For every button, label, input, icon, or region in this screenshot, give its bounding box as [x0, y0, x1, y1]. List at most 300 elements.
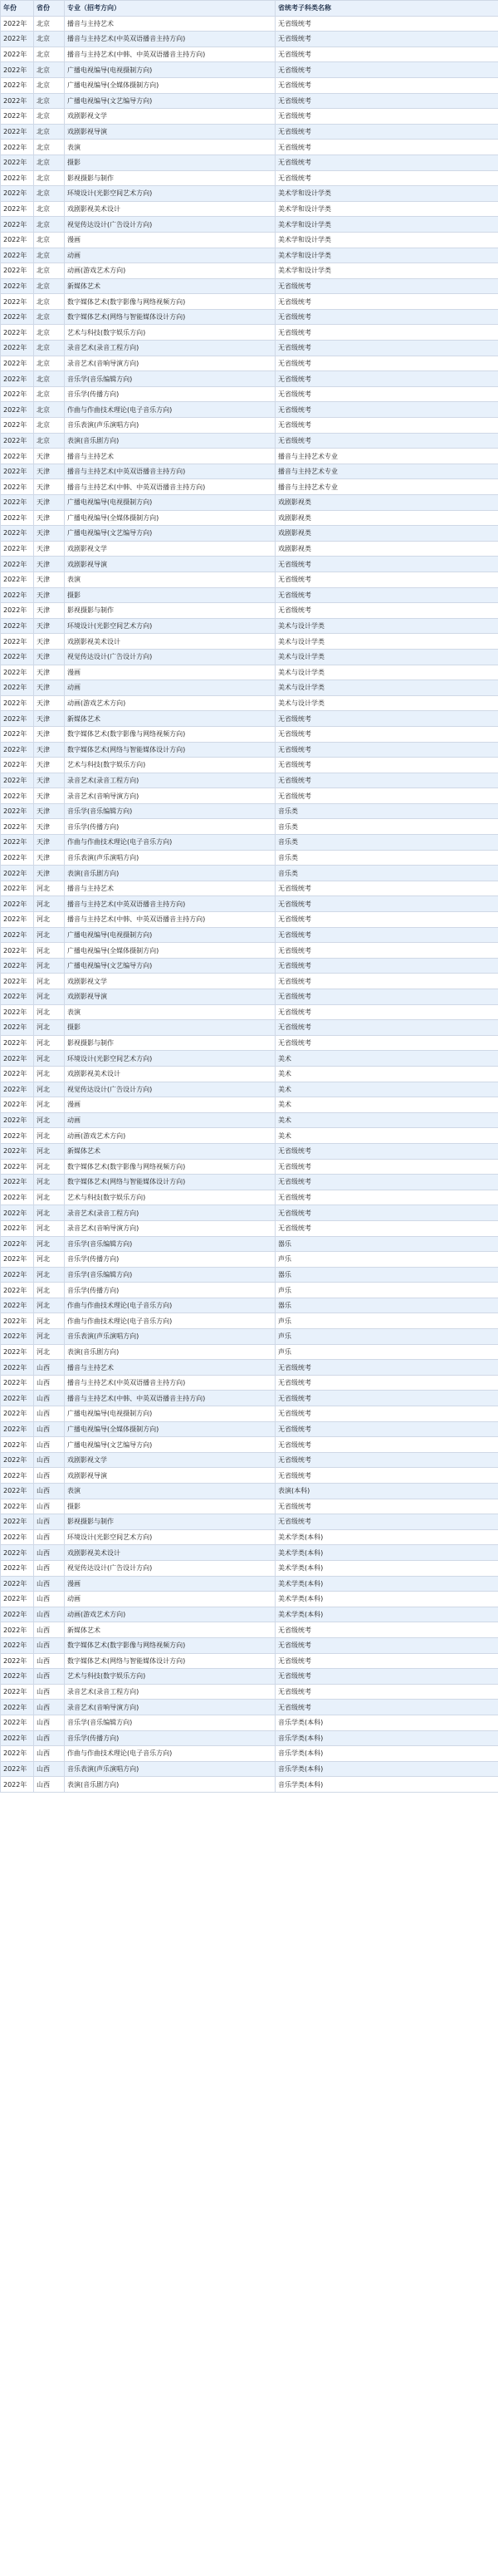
cell-year: 2022年 — [1, 1437, 34, 1453]
cell-year: 2022年 — [1, 958, 34, 974]
cell-year: 2022年 — [1, 1252, 34, 1268]
cell-major: 影视摄影与制作 — [65, 170, 276, 186]
cell-exam-category: 无省级统考 — [276, 155, 498, 170]
cell-exam-category: 戏剧影视类 — [276, 510, 498, 526]
cell-exam-category: 美术与设计学类 — [276, 680, 498, 696]
cell-exam-category: 无省级统考 — [276, 1360, 498, 1376]
cell-exam-category: 无省级统考 — [276, 47, 498, 62]
cell-exam-category: 无省级统考 — [276, 1468, 498, 1484]
cell-exam-category: 声乐 — [276, 1344, 498, 1360]
cell-year: 2022年 — [1, 449, 34, 464]
cell-major: 广播电视编导(电视摄制方向) — [65, 927, 276, 943]
cell-major: 播音与主持艺术 — [65, 1360, 276, 1376]
table-row — [1, 695, 498, 711]
cell-year: 2022年 — [1, 1175, 34, 1190]
cell-year: 2022年 — [1, 1653, 34, 1669]
cell-province: 天津 — [34, 835, 65, 851]
cell-major: 摄影 — [65, 1499, 276, 1514]
table-row — [1, 1035, 498, 1051]
table-row — [1, 557, 498, 572]
cell-province: 河北 — [34, 1097, 65, 1113]
cell-province: 河北 — [34, 1329, 65, 1345]
table-row — [1, 1529, 498, 1545]
cell-province: 北京 — [34, 93, 65, 109]
table-row — [1, 47, 498, 62]
cell-year: 2022年 — [1, 402, 34, 418]
cell-province: 河北 — [34, 1283, 65, 1298]
cell-year: 2022年 — [1, 557, 34, 572]
cell-exam-category: 美术 — [276, 1128, 498, 1144]
cell-major: 视觉传达设计(广告设计方向) — [65, 1560, 276, 1576]
cell-province: 天津 — [34, 634, 65, 650]
table-row — [1, 1236, 498, 1252]
cell-major: 数字媒体艺术(数字影像与网络视频方向) — [65, 1637, 276, 1653]
cell-province: 北京 — [34, 371, 65, 387]
cell-province: 山西 — [34, 1452, 65, 1468]
cell-province: 天津 — [34, 449, 65, 464]
cell-year: 2022年 — [1, 1499, 34, 1514]
cell-major: 动画(游戏艺术方向) — [65, 263, 276, 279]
cell-province: 山西 — [34, 1391, 65, 1406]
table-row — [1, 1112, 498, 1128]
cell-year: 2022年 — [1, 263, 34, 279]
table-row — [1, 510, 498, 526]
table-row — [1, 1082, 498, 1097]
cell-year: 2022年 — [1, 726, 34, 742]
cell-province: 天津 — [34, 695, 65, 711]
cell-province: 山西 — [34, 1484, 65, 1499]
table-row — [1, 464, 498, 479]
cell-year: 2022年 — [1, 1190, 34, 1205]
cell-exam-category: 美术与设计学类 — [276, 665, 498, 680]
cell-exam-category: 美术与设计学类 — [276, 634, 498, 650]
cell-major: 录音艺术(录音工程方向) — [65, 1205, 276, 1221]
cell-province: 北京 — [34, 16, 65, 32]
cell-exam-category: 无省级统考 — [276, 1669, 498, 1685]
cell-exam-category: 美术与设计学类 — [276, 649, 498, 665]
table-row — [1, 341, 498, 356]
cell-year: 2022年 — [1, 819, 34, 835]
cell-exam-category: 无省级统考 — [276, 1514, 498, 1530]
cell-year: 2022年 — [1, 1066, 34, 1082]
cell-year: 2022年 — [1, 881, 34, 896]
cell-exam-category: 无省级统考 — [276, 896, 498, 912]
cell-major: 广播电视编导(全媒体摄制方向) — [65, 510, 276, 526]
cell-year: 2022年 — [1, 32, 34, 47]
cell-year: 2022年 — [1, 1205, 34, 1221]
cell-year: 2022年 — [1, 62, 34, 78]
cell-year: 2022年 — [1, 93, 34, 109]
cell-province: 天津 — [34, 541, 65, 557]
cell-year: 2022年 — [1, 217, 34, 233]
cell-province: 天津 — [34, 495, 65, 511]
table-row — [1, 325, 498, 341]
cell-major: 作曲与作曲技术理论(电子音乐方向) — [65, 402, 276, 418]
cell-year: 2022年 — [1, 788, 34, 804]
cell-province: 北京 — [34, 232, 65, 248]
cell-exam-category: 播音与主持艺术专业 — [276, 449, 498, 464]
table-row — [1, 1700, 498, 1715]
cell-major: 戏剧影视文学 — [65, 1452, 276, 1468]
cell-exam-category: 无省级统考 — [276, 1406, 498, 1422]
cell-year: 2022年 — [1, 1236, 34, 1252]
cell-exam-category: 美术学和设计学类 — [276, 217, 498, 233]
cell-province: 天津 — [34, 479, 65, 495]
cell-exam-category: 无省级统考 — [276, 309, 498, 325]
cell-year: 2022年 — [1, 1669, 34, 1685]
table-row — [1, 866, 498, 881]
cell-year: 2022年 — [1, 309, 34, 325]
cell-year: 2022年 — [1, 356, 34, 371]
cell-province: 河北 — [34, 1175, 65, 1190]
cell-major: 广播电视编导(文艺编导方向) — [65, 1437, 276, 1453]
table-row — [1, 294, 498, 310]
cell-year: 2022年 — [1, 1484, 34, 1499]
cell-province: 河北 — [34, 958, 65, 974]
table-row — [1, 1730, 498, 1746]
cell-major: 录音艺术(音响导演方向) — [65, 788, 276, 804]
cell-major: 数字媒体艺术(数字影像与网络视频方向) — [65, 294, 276, 310]
cell-year: 2022年 — [1, 989, 34, 1005]
cell-exam-category: 无省级统考 — [276, 16, 498, 32]
cell-province: 河北 — [34, 1128, 65, 1144]
cell-exam-category: 器乐 — [276, 1298, 498, 1313]
cell-major: 音乐表演(声乐演唱方向) — [65, 1329, 276, 1345]
cell-major: 音乐学(传播方向) — [65, 1252, 276, 1268]
cell-major: 表演(音乐剧方向) — [65, 1344, 276, 1360]
table-row — [1, 835, 498, 851]
cell-major: 播音与主持艺术(中英双语播音主持方向) — [65, 464, 276, 479]
table-row — [1, 1777, 498, 1793]
table-row — [1, 1205, 498, 1221]
cell-province: 北京 — [34, 278, 65, 294]
table-row — [1, 1437, 498, 1453]
cell-exam-category: 无省级统考 — [276, 742, 498, 758]
cell-year: 2022年 — [1, 1344, 34, 1360]
table-row — [1, 1283, 498, 1298]
cell-exam-category: 无省级统考 — [276, 572, 498, 587]
table-row — [1, 541, 498, 557]
cell-year: 2022年 — [1, 649, 34, 665]
cell-province: 河北 — [34, 1112, 65, 1128]
table-row — [1, 479, 498, 495]
cell-major: 摄影 — [65, 587, 276, 603]
cell-exam-category: 美术学和设计学类 — [276, 263, 498, 279]
cell-major: 戏剧影视导演 — [65, 124, 276, 140]
table-row — [1, 927, 498, 943]
cell-major: 动画(游戏艺术方向) — [65, 1128, 276, 1144]
cell-major: 新媒体艺术 — [65, 711, 276, 727]
cell-major: 播音与主持艺术(中英双语播音主持方向) — [65, 896, 276, 912]
table-row — [1, 186, 498, 202]
cell-exam-category: 无省级统考 — [276, 109, 498, 125]
table-row — [1, 680, 498, 696]
table-row — [1, 1715, 498, 1730]
cell-exam-category: 无省级统考 — [276, 1159, 498, 1175]
cell-province: 河北 — [34, 912, 65, 928]
cell-exam-category: 无省级统考 — [276, 62, 498, 78]
cell-province: 天津 — [34, 726, 65, 742]
cell-province: 山西 — [34, 1514, 65, 1530]
cell-major: 影视摄影与制作 — [65, 1035, 276, 1051]
cell-year: 2022年 — [1, 912, 34, 928]
table-row — [1, 170, 498, 186]
cell-year: 2022年 — [1, 773, 34, 788]
cell-year: 2022年 — [1, 495, 34, 511]
cell-major: 广播电视编导(全媒体摄制方向) — [65, 943, 276, 959]
table-row — [1, 263, 498, 279]
cell-major: 播音与主持艺术 — [65, 881, 276, 896]
cell-major: 动画 — [65, 680, 276, 696]
cell-major: 戏剧影视文学 — [65, 541, 276, 557]
cell-province: 北京 — [34, 402, 65, 418]
cell-year: 2022年 — [1, 418, 34, 434]
cell-province: 天津 — [34, 803, 65, 819]
cell-province: 北京 — [34, 62, 65, 78]
cell-province: 天津 — [34, 603, 65, 619]
cell-exam-category: 无省级统考 — [276, 1004, 498, 1020]
cell-exam-category: 戏剧影视类 — [276, 541, 498, 557]
cell-major: 视觉传达设计(广告设计方向) — [65, 1082, 276, 1097]
cell-year: 2022年 — [1, 587, 34, 603]
cell-year: 2022年 — [1, 1112, 34, 1128]
table-row — [1, 1622, 498, 1638]
cell-year: 2022年 — [1, 943, 34, 959]
cell-exam-category: 无省级统考 — [276, 958, 498, 974]
cell-major: 环境设计(光影空间艺术方向) — [65, 186, 276, 202]
cell-province: 河北 — [34, 927, 65, 943]
cell-year: 2022年 — [1, 974, 34, 989]
cell-province: 山西 — [34, 1637, 65, 1653]
cell-province: 北京 — [34, 140, 65, 155]
cell-major: 作曲与作曲技术理论(电子音乐方向) — [65, 835, 276, 851]
table-row — [1, 124, 498, 140]
table-row — [1, 449, 498, 464]
cell-major: 播音与主持艺术 — [65, 16, 276, 32]
cell-province: 天津 — [34, 572, 65, 587]
cell-year: 2022年 — [1, 711, 34, 727]
table-row — [1, 1499, 498, 1514]
cell-major: 播音与主持艺术(中韩、中英双语播音主持方向) — [65, 479, 276, 495]
cell-major: 视觉传达设计(广告设计方向) — [65, 649, 276, 665]
cell-major: 戏剧影视文学 — [65, 109, 276, 125]
table-row — [1, 402, 498, 418]
cell-major: 广播电视编导(文艺编导方向) — [65, 958, 276, 974]
cell-year: 2022年 — [1, 510, 34, 526]
cell-exam-category: 无省级统考 — [276, 32, 498, 47]
table-row — [1, 1159, 498, 1175]
table-row — [1, 603, 498, 619]
cell-province: 天津 — [34, 711, 65, 727]
cell-major: 艺术与科技(数字娱乐方向) — [65, 1190, 276, 1205]
cell-province: 北京 — [34, 124, 65, 140]
cell-province: 河北 — [34, 1236, 65, 1252]
cell-year: 2022年 — [1, 1220, 34, 1236]
cell-exam-category: 无省级统考 — [276, 140, 498, 155]
cell-province: 北京 — [34, 217, 65, 233]
table-row — [1, 788, 498, 804]
table-row — [1, 232, 498, 248]
cell-year: 2022年 — [1, 124, 34, 140]
cell-major: 广播电视编导(电视摄制方向) — [65, 1406, 276, 1422]
cell-exam-category: 美术 — [276, 1051, 498, 1067]
cell-exam-category: 无省级统考 — [276, 170, 498, 186]
cell-exam-category: 音乐学类(本科) — [276, 1746, 498, 1762]
cell-exam-category: 音乐类 — [276, 835, 498, 851]
cell-exam-category: 无省级统考 — [276, 1499, 498, 1514]
table-row — [1, 711, 498, 727]
cell-major: 录音艺术(录音工程方向) — [65, 773, 276, 788]
cell-year: 2022年 — [1, 1607, 34, 1622]
table-row — [1, 881, 498, 896]
cell-exam-category: 无省级统考 — [276, 1175, 498, 1190]
cell-year: 2022年 — [1, 433, 34, 449]
cell-province: 山西 — [34, 1360, 65, 1376]
cell-exam-category: 美术学类(本科) — [276, 1545, 498, 1561]
cell-major: 广播电视编导(电视摄制方向) — [65, 62, 276, 78]
cell-year: 2022年 — [1, 634, 34, 650]
cell-exam-category: 美术学和设计学类 — [276, 232, 498, 248]
cell-year: 2022年 — [1, 526, 34, 542]
cell-province: 北京 — [34, 109, 65, 125]
table-row — [1, 201, 498, 217]
cell-province: 北京 — [34, 418, 65, 434]
cell-major: 音乐学(音乐编辑方向) — [65, 1267, 276, 1283]
table-row — [1, 819, 498, 835]
cell-year: 2022年 — [1, 1329, 34, 1345]
cell-exam-category: 无省级统考 — [276, 386, 498, 402]
cell-year: 2022年 — [1, 16, 34, 32]
table-row — [1, 1514, 498, 1530]
cell-year: 2022年 — [1, 278, 34, 294]
cell-exam-category: 无省级统考 — [276, 1391, 498, 1406]
cell-exam-category: 无省级统考 — [276, 989, 498, 1005]
cell-year: 2022年 — [1, 1283, 34, 1298]
cell-year: 2022年 — [1, 1622, 34, 1638]
cell-exam-category: 音乐类 — [276, 803, 498, 819]
cell-major: 动画(游戏艺术方向) — [65, 695, 276, 711]
table-row — [1, 386, 498, 402]
cell-province: 河北 — [34, 1082, 65, 1097]
cell-exam-category: 无省级统考 — [276, 927, 498, 943]
cell-major: 播音与主持艺术 — [65, 449, 276, 464]
cell-exam-category: 播音与主持艺术专业 — [276, 479, 498, 495]
cell-major: 作曲与作曲技术理论(电子音乐方向) — [65, 1313, 276, 1329]
cell-exam-category: 无省级统考 — [276, 1637, 498, 1653]
cell-major: 录音艺术(录音工程方向) — [65, 1684, 276, 1700]
cell-province: 北京 — [34, 341, 65, 356]
cell-year: 2022年 — [1, 386, 34, 402]
cell-province: 北京 — [34, 186, 65, 202]
cell-major: 艺术与科技(数字娱乐方向) — [65, 758, 276, 773]
cell-province: 河北 — [34, 1220, 65, 1236]
cell-year: 2022年 — [1, 248, 34, 263]
cell-province: 河北 — [34, 1004, 65, 1020]
cell-province: 山西 — [34, 1406, 65, 1422]
table-row — [1, 1468, 498, 1484]
cell-major: 戏剧影视导演 — [65, 989, 276, 1005]
cell-year: 2022年 — [1, 1360, 34, 1376]
cell-province: 天津 — [34, 773, 65, 788]
cell-exam-category: 音乐类 — [276, 850, 498, 866]
cell-exam-category: 美术学和设计学类 — [276, 248, 498, 263]
cell-year: 2022年 — [1, 47, 34, 62]
cell-year: 2022年 — [1, 603, 34, 619]
table-row — [1, 1684, 498, 1700]
table-row — [1, 1761, 498, 1777]
cell-province: 北京 — [34, 170, 65, 186]
cell-province: 河北 — [34, 1190, 65, 1205]
cell-province: 山西 — [34, 1592, 65, 1607]
table-row — [1, 1607, 498, 1622]
cell-province: 河北 — [34, 943, 65, 959]
cell-major: 动画 — [65, 1592, 276, 1607]
table-row — [1, 356, 498, 371]
cell-exam-category: 美术学和设计学类 — [276, 186, 498, 202]
cell-year: 2022年 — [1, 1592, 34, 1607]
table-row — [1, 155, 498, 170]
cell-major: 漫画 — [65, 665, 276, 680]
cell-year: 2022年 — [1, 186, 34, 202]
cell-major: 环境设计(光影空间艺术方向) — [65, 1529, 276, 1545]
table-row — [1, 1004, 498, 1020]
cell-major: 戏剧影视美术设计 — [65, 634, 276, 650]
cell-major: 戏剧影视美术设计 — [65, 1545, 276, 1561]
cell-province: 山西 — [34, 1560, 65, 1576]
cell-major: 表演(音乐剧方向) — [65, 433, 276, 449]
table-row — [1, 526, 498, 542]
cell-exam-category: 无省级统考 — [276, 356, 498, 371]
cell-major: 戏剧影视美术设计 — [65, 1066, 276, 1082]
cell-exam-category: 无省级统考 — [276, 1190, 498, 1205]
table-row — [1, 1066, 498, 1082]
table-row — [1, 1452, 498, 1468]
cell-major: 表演 — [65, 572, 276, 587]
cell-year: 2022年 — [1, 170, 34, 186]
cell-exam-category: 无省级统考 — [276, 711, 498, 727]
cell-major: 新媒体艺术 — [65, 1143, 276, 1159]
cell-year: 2022年 — [1, 1761, 34, 1777]
table-row — [1, 634, 498, 650]
table-row — [1, 109, 498, 125]
cell-exam-category: 无省级统考 — [276, 974, 498, 989]
cell-year: 2022年 — [1, 1159, 34, 1175]
cell-exam-category: 音乐类 — [276, 866, 498, 881]
cell-province: 河北 — [34, 1035, 65, 1051]
cell-exam-category: 美术 — [276, 1112, 498, 1128]
cell-province: 山西 — [34, 1746, 65, 1762]
cell-major: 播音与主持艺术(中英双语播音主持方向) — [65, 32, 276, 47]
cell-year: 2022年 — [1, 201, 34, 217]
table-row — [1, 1220, 498, 1236]
cell-year: 2022年 — [1, 1560, 34, 1576]
cell-major: 表演 — [65, 1484, 276, 1499]
cell-year: 2022年 — [1, 1637, 34, 1653]
table-row — [1, 1406, 498, 1422]
cell-year: 2022年 — [1, 1298, 34, 1313]
cell-province: 天津 — [34, 742, 65, 758]
cell-exam-category: 无省级统考 — [276, 1035, 498, 1051]
cell-year: 2022年 — [1, 155, 34, 170]
cell-major: 播音与主持艺术(中韩、中英双语播音主持方向) — [65, 912, 276, 928]
cell-year: 2022年 — [1, 1452, 34, 1468]
cell-province: 山西 — [34, 1730, 65, 1746]
table-header — [1, 1, 498, 17]
header-year: 年份 — [1, 1, 34, 17]
cell-major: 录音艺术(音响导演方向) — [65, 1700, 276, 1715]
cell-major: 作曲与作曲技术理论(电子音乐方向) — [65, 1298, 276, 1313]
cell-major: 音乐学(传播方向) — [65, 819, 276, 835]
